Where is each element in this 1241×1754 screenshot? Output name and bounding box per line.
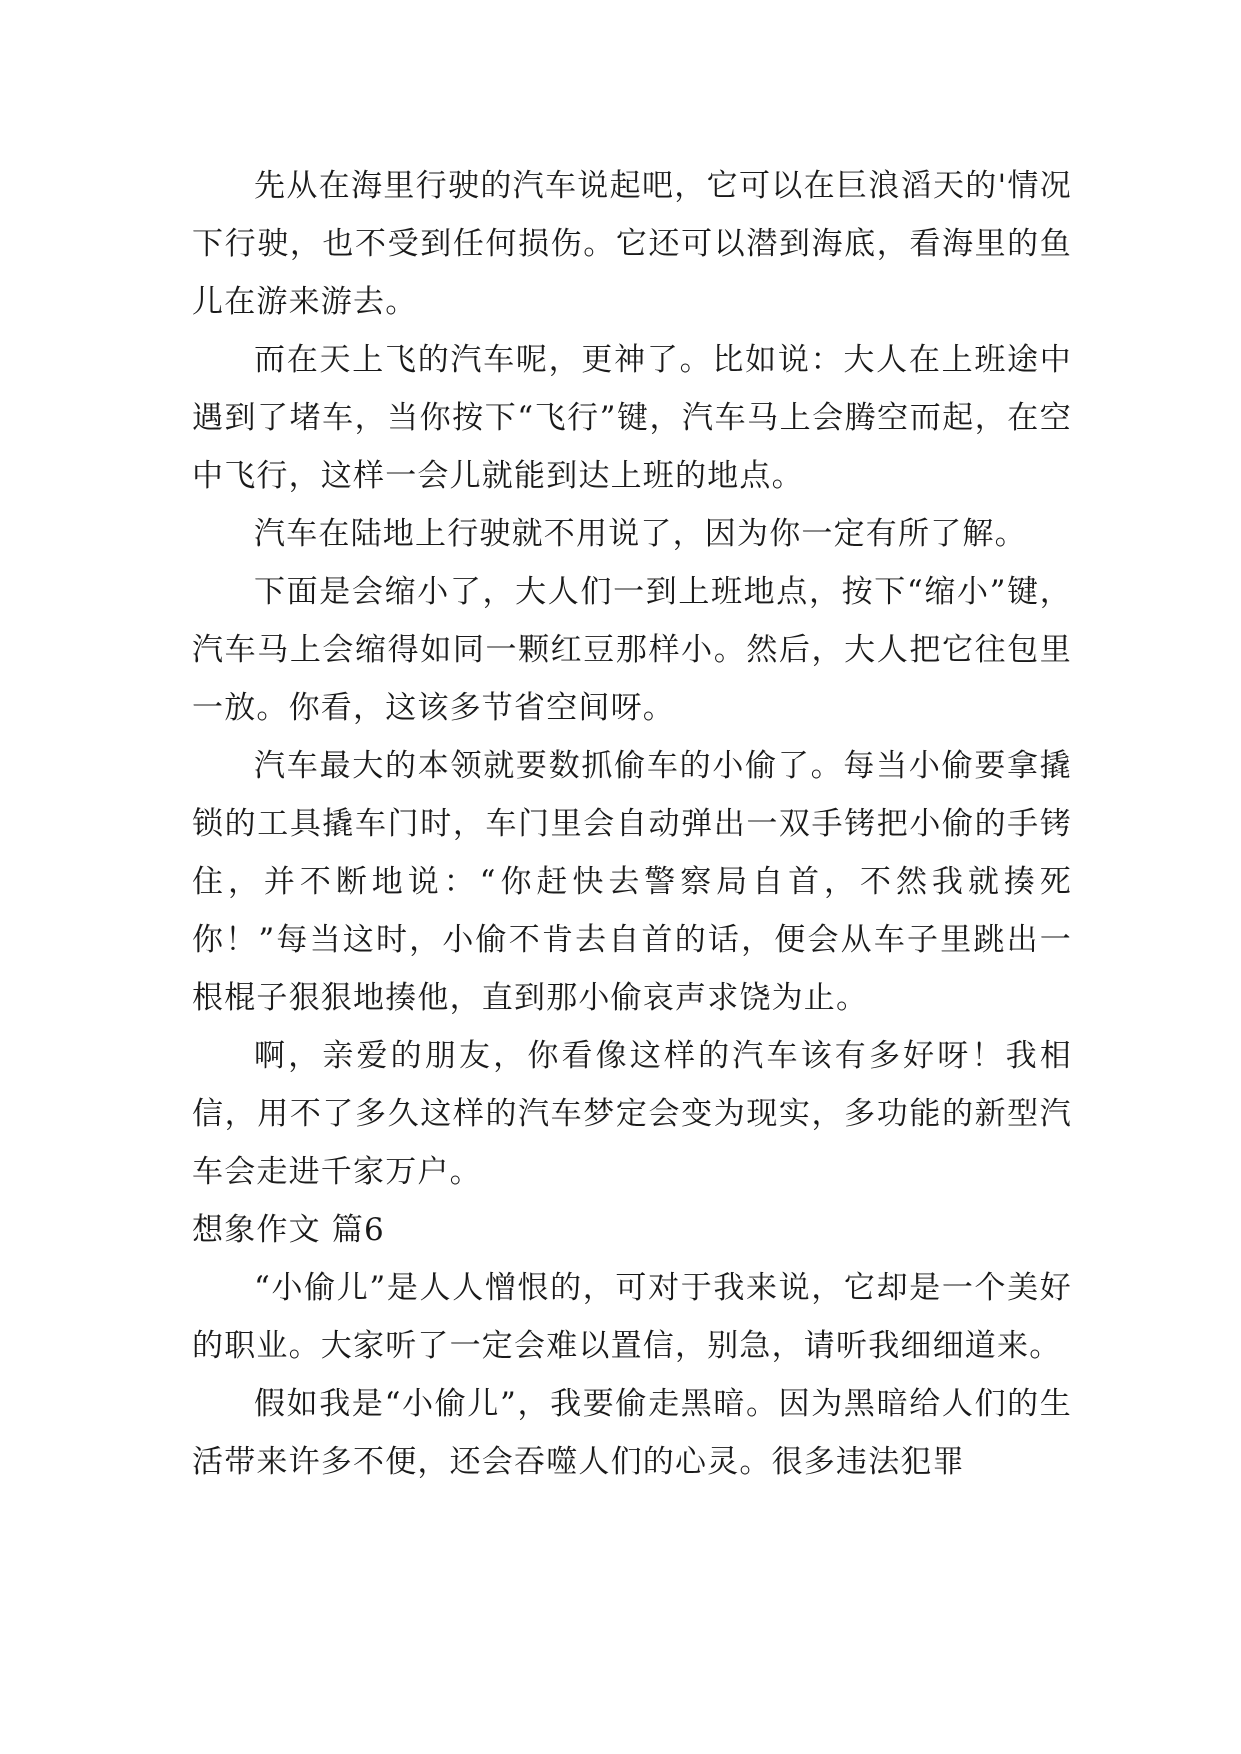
document-body (192, 157, 1072, 1491)
paragraph-land-car: 汽车在陆地上行驶就不用说了，因为你一定有所了解。 (254, 516, 1027, 552)
paragraph-conclusion: 啊，亲爱的朋友，你看像这样的汽车该有多好呀！我相信，用不了多久这样的汽车梦定会变为现实，多功能的新型汽车会走进千家万户。 (192, 1038, 1072, 1190)
paragraph-little-thief-intro: “小偷儿”是人人憎恨的，可对于我来说，它却是一个美好的职业。大家听了一定会难以置信，别急，请听我细细道来。 (192, 1270, 1072, 1364)
section-heading: 想象作文 篇6 (192, 1212, 385, 1248)
paragraph-thief-catching: 汽车最大的本领就要数抓偷车的小偷了。每当小偷要拿撬锁的工具撬车门时，车门里会自动弹出一双手铐把小偷的手铐住，并不断地说：“你赶快去警察局自首，不然我就揍死你！”每当这时，小偷不肯去自首的话，便会从车子里跳出一根棍子狠狠地揍他，直到那小偷哀声求饶为止。 (192, 748, 1072, 1016)
paragraph-sea-car: 先从在海里行驶的汽车说起吧，它可以在巨浪滔天的'情况下行驶，也不受到任何损伤。它还可以潜到海底，看海里的鱼儿在游来游去。 (192, 168, 1072, 320)
paragraph-steal-darkness: 假如我是“小偷儿”，我要偷走黑暗。因为黑暗给人们的生活带来许多不便，还会吞噬人们的心灵。很多违法犯罪 (192, 1386, 1072, 1480)
paragraph-shrinking-car: 下面是会缩小了，大人们一到上班地点，按下“缩小”键，汽车马上会缩得如同一颗红豆那样小。然后，大人把它往包里一放。你看，这该多节省空间呀。 (192, 574, 1072, 726)
paragraph-flying-car: 而在天上飞的汽车呢，更神了。比如说：大人在上班途中遇到了堵车，当你按下“飞行”键，汽车马上会腾空而起，在空中飞行，这样一会儿就能到达上班的地点。 (192, 342, 1072, 494)
